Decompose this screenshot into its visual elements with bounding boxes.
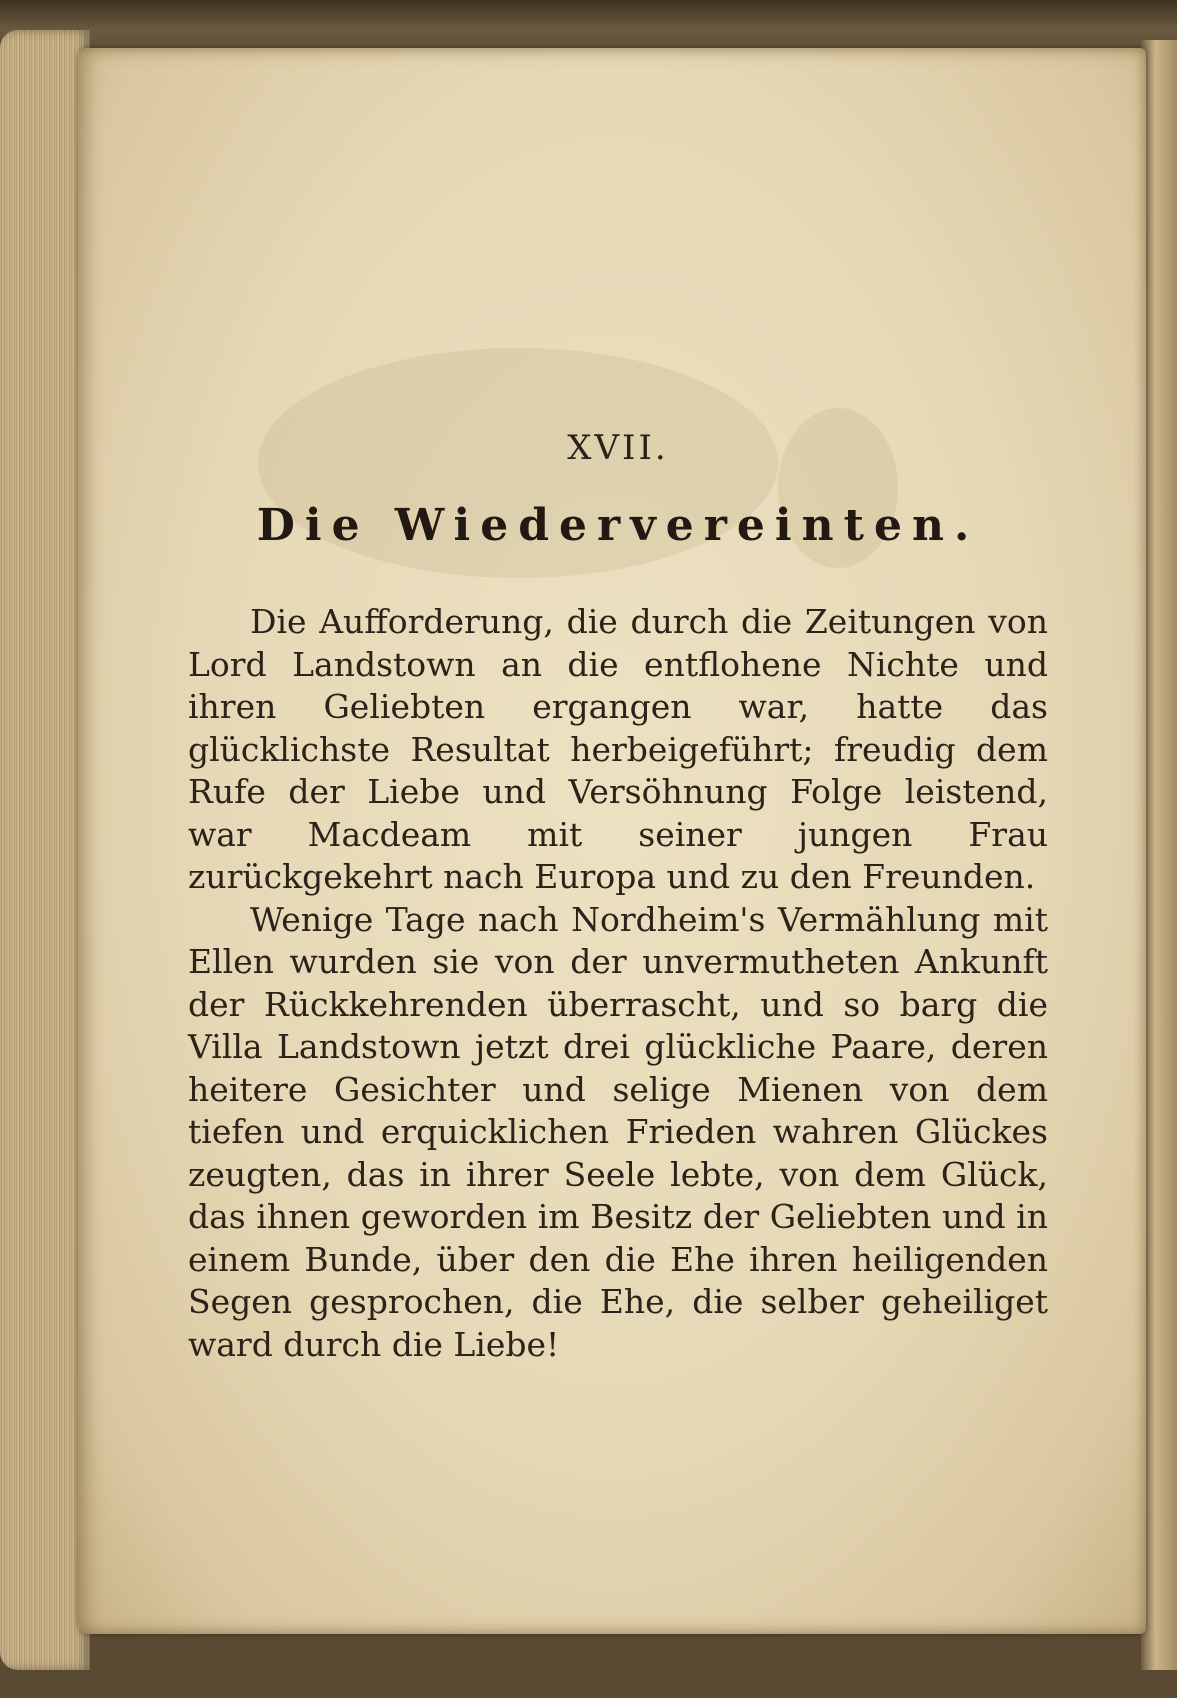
chapter-number: XVII.	[567, 428, 669, 468]
paragraph: Wenige Tage nach Nordheim's Vermählung mit Ellen wurden sie von der unvermutheten Ankunft der Rückkehrenden überrascht, und so barg die Villa Landstown jetzt drei glückliche Paare, deren heitere Gesichter und selige Mienen von dem tiefen und erquicklichen Frieden wahren Glückes zeugten, das in ihrer Seele lebte, von dem Glück, das ihnen geworden im Besitz der Geliebten und in einem Bunde, über den die Ehe ihren heiligenden Segen gesprochen, die Ehe, die selber geheiliget ward durch die Liebe!	[188, 899, 1048, 1364]
paragraph: Die Aufforderung, die durch die Zeitungen von Lord Landstown an die entflohene Nichte und ihren Geliebten ergangen war, hatte das glücklichste Resultat herbeigeführt; freudig dem Rufe der Liebe und Versöhnung Folge leistend, war Macdeam mit seiner jungen Frau zurückgekehrt nach Europa und zu den Freunden.	[188, 602, 1048, 896]
next-page-edge	[1141, 40, 1177, 1670]
page-content	[188, 428, 1048, 1366]
page-edges	[0, 30, 90, 1670]
book-page	[78, 48, 1146, 1634]
chapter-title: Die Wiedervereinten.	[256, 500, 980, 551]
